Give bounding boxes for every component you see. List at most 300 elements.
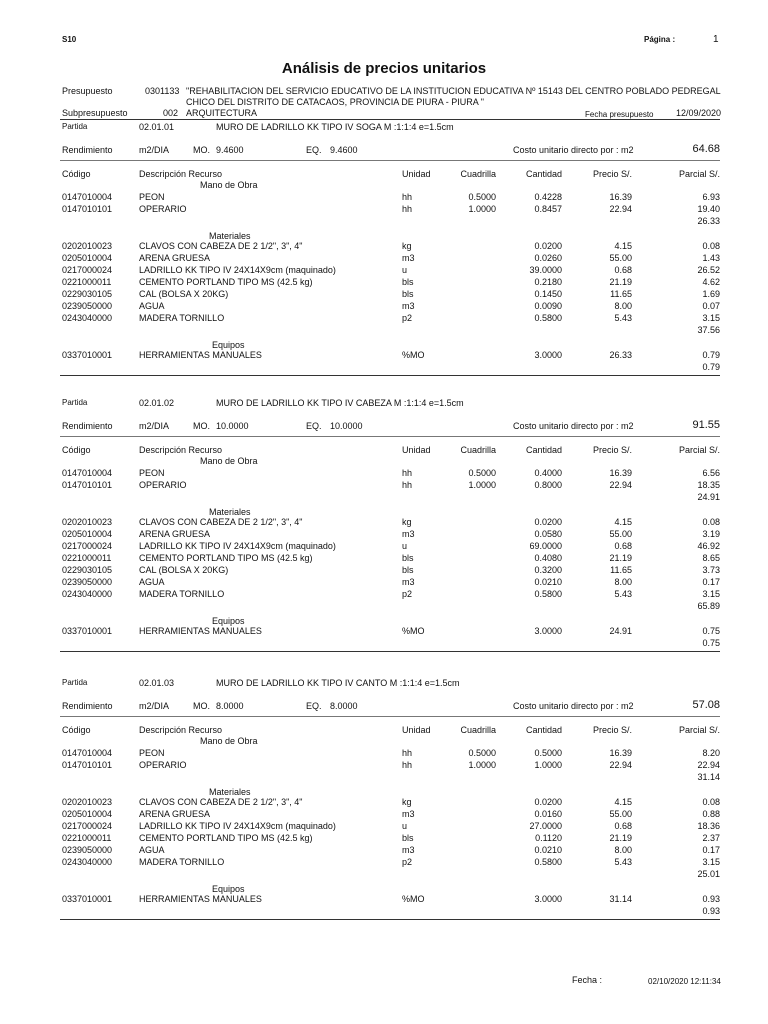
resource-code: 0221000011 (62, 553, 112, 563)
header-cantidad: Cantidad (525, 445, 562, 455)
mo-label: MO. (193, 701, 210, 711)
group-materiales: Materiales (209, 507, 251, 517)
resource-desc: HERRAMIENTAS MANUALES (139, 350, 262, 360)
eq-value: 10.0000 (330, 421, 363, 431)
resource-parcial: 3.15 (702, 313, 720, 323)
header-cuadrilla: Cuadrilla (460, 169, 496, 179)
mano-de-obra-total-value: 31.14 (697, 772, 720, 782)
presupuesto-desc-line2: CHICO DEL DISTRITO DE CATACAOS, PROVINCIA DE PIURA - PIURA " (186, 97, 484, 107)
header-precio: Precio S/. (592, 445, 632, 455)
resource-parcial: 3.15 (702, 857, 720, 867)
eq-value: 9.4600 (330, 145, 358, 155)
resource-precio: 5.43 (614, 313, 632, 323)
costo-unitario-value: 91.55 (692, 419, 720, 431)
resource-unit: kg (402, 241, 412, 251)
eq-label: EQ. (306, 421, 322, 431)
resource-row (0, 553, 768, 565)
resource-precio: 5.43 (614, 589, 632, 599)
partida-desc: MURO DE LADRILLO KK TIPO IV CANTO M :1:1:4 e=1.5cm (216, 678, 460, 688)
partida-end-divider (60, 375, 720, 376)
resource-desc: MADERA TORNILLO (139, 589, 225, 599)
fecha-presupuesto-label: Fecha presupuesto (585, 110, 654, 119)
resource-parcial: 0.08 (702, 517, 720, 527)
resource-precio: 0.68 (614, 821, 632, 831)
rendimiento-unit: m2/DIA (139, 701, 170, 711)
resource-cantidad: 0.4080 (534, 553, 562, 563)
resource-unit: bls (402, 277, 414, 287)
resource-precio: 31.14 (609, 894, 632, 904)
header-unidad: Unidad (402, 445, 431, 455)
resource-cantidad: 0.5800 (534, 313, 562, 323)
equipos-total-value: 0.75 (702, 638, 720, 648)
mo-value: 9.4600 (216, 145, 244, 155)
group-equipos: Equipos (212, 616, 245, 626)
resource-code: 0205010004 (62, 253, 113, 263)
resource-unit: p2 (402, 589, 413, 599)
resource-unit: bls (402, 289, 414, 299)
resource-unit: m3 (402, 577, 415, 587)
resource-code: 0202010023 (62, 241, 113, 251)
resource-desc: AGUA (139, 577, 165, 587)
resource-code: 0205010004 (62, 809, 113, 819)
mano-de-obra-total-value: 26.33 (697, 216, 720, 226)
resource-desc: ARENA GRUESA (139, 253, 211, 263)
partida-code: 02.01.03 (139, 678, 175, 688)
resource-parcial: 0.08 (702, 797, 720, 807)
table-header (0, 169, 768, 181)
resource-unit: bls (402, 553, 414, 563)
resource-precio: 21.19 (609, 833, 632, 843)
group-materiales: Materiales (209, 787, 251, 797)
resource-precio: 8.00 (614, 301, 632, 311)
resource-unit: m3 (402, 301, 415, 311)
rendimiento-label: Rendimiento (62, 145, 113, 155)
resource-code: 0337010001 (62, 894, 113, 904)
resource-cantidad: 1.0000 (534, 760, 562, 770)
resource-unit: hh (402, 468, 413, 478)
resource-code: 0147010004 (62, 192, 113, 202)
resource-cuadrilla: 0.5000 (468, 192, 496, 202)
resource-code: 0243040000 (62, 589, 113, 599)
resource-code: 0243040000 (62, 313, 113, 323)
rendimiento-label: Rendimiento (62, 421, 113, 431)
resource-code: 0147010004 (62, 748, 113, 758)
resource-code: 0337010001 (62, 350, 113, 360)
resource-code: 0147010004 (62, 468, 113, 478)
resource-cantidad: 0.1120 (535, 833, 562, 843)
resource-unit: %MO (402, 894, 425, 904)
resource-row (0, 748, 768, 760)
resource-desc: PEON (139, 468, 165, 478)
resource-desc: CLAVOS CON CABEZA DE 2 1/2", 3", 4" (139, 797, 303, 807)
resource-cantidad: 0.0200 (534, 241, 562, 251)
section-divider (60, 716, 720, 717)
resource-row (0, 277, 768, 289)
resource-row (0, 626, 768, 638)
resource-parcial: 0.88 (702, 809, 720, 819)
resource-code: 0217000024 (62, 265, 113, 275)
mo-value: 10.0000 (216, 421, 249, 431)
resource-parcial: 0.17 (702, 845, 720, 855)
header-cuadrilla: Cuadrilla (460, 725, 496, 735)
resource-cantidad: 0.3200 (534, 565, 562, 575)
subpresupuesto-label: Subpresupuesto (62, 108, 128, 118)
resource-code: 0147010101 (62, 480, 113, 490)
header-codigo: Código (62, 725, 91, 735)
resource-row (0, 589, 768, 601)
resource-unit: hh (402, 204, 413, 214)
resource-desc: CEMENTO PORTLAND TIPO MS (42.5 kg) (139, 277, 313, 287)
resource-parcial: 0.07 (702, 301, 720, 311)
resource-parcial: 4.62 (702, 277, 720, 287)
fecha-presupuesto-value: 12/09/2020 (676, 108, 722, 118)
group-mano-de-obra: Mano de Obra (200, 180, 258, 190)
resource-parcial: 26.52 (697, 265, 720, 275)
page-number: 1 (713, 34, 719, 45)
materiales-total (0, 325, 768, 337)
resource-cantidad: 0.0580 (534, 529, 562, 539)
resource-unit: u (402, 821, 408, 831)
resource-desc: CEMENTO PORTLAND TIPO MS (42.5 kg) (139, 833, 313, 843)
partida-desc: MURO DE LADRILLO KK TIPO IV SOGA M :1:1:4 e=1.5cm (216, 122, 454, 132)
resource-cuadrilla: 0.5000 (468, 748, 496, 758)
resource-row (0, 192, 768, 204)
resource-code: 0205010004 (62, 529, 113, 539)
footer-fecha-value: 02/10/2020 12:11:34 (648, 977, 721, 986)
partida-end-divider (60, 919, 720, 920)
resource-precio: 0.68 (614, 265, 632, 275)
resource-cantidad: 0.4228 (534, 192, 562, 202)
resource-precio: 22.94 (609, 204, 632, 214)
resource-desc: LADRILLO KK TIPO IV 24X14X9cm (maquinado) (139, 265, 336, 275)
eq-label: EQ. (306, 701, 322, 711)
materiales-total-value: 25.01 (697, 869, 720, 879)
group-mano-de-obra: Mano de Obra (200, 456, 258, 466)
resource-row (0, 517, 768, 529)
mano-de-obra-total (0, 772, 768, 784)
costo-unitario-label: Costo unitario directo por : m2 (513, 145, 634, 155)
resource-precio: 4.15 (614, 797, 632, 807)
resource-desc: LADRILLO KK TIPO IV 24X14X9cm (maquinado) (139, 541, 336, 551)
mo-value: 8.0000 (216, 701, 244, 711)
resource-unit: p2 (402, 857, 413, 867)
resource-cantidad: 0.5800 (534, 857, 562, 867)
partida-label: Partida (62, 122, 88, 131)
resource-row (0, 541, 768, 553)
resource-precio: 22.94 (609, 760, 632, 770)
resource-cantidad: 0.4000 (534, 468, 562, 478)
resource-code: 0221000011 (62, 833, 112, 843)
resource-unit: bls (402, 565, 414, 575)
resource-cantidad: 0.1450 (534, 289, 562, 299)
header-descripcion: Descripción Recurso (139, 445, 223, 455)
resource-precio: 8.00 (614, 845, 632, 855)
report-code: S10 (62, 35, 77, 44)
table-header (0, 445, 768, 457)
resource-row (0, 301, 768, 313)
resource-cantidad: 0.0210 (534, 577, 562, 587)
resource-precio: 16.39 (609, 468, 632, 478)
resource-row (0, 289, 768, 301)
subpresupuesto-code: 002 (163, 108, 179, 118)
resource-precio: 11.65 (610, 289, 632, 299)
resource-row (0, 894, 768, 906)
resource-code: 0239050000 (62, 301, 113, 311)
resource-unit: hh (402, 760, 413, 770)
resource-parcial: 3.15 (702, 589, 720, 599)
resource-parcial: 22.94 (697, 760, 720, 770)
resource-unit: m3 (402, 845, 415, 855)
resource-cantidad: 0.5800 (534, 589, 562, 599)
resource-code: 0147010101 (62, 760, 113, 770)
resource-desc: AGUA (139, 845, 165, 855)
section-divider (60, 160, 720, 161)
partida-code: 02.01.02 (139, 398, 175, 408)
resource-desc: CLAVOS CON CABEZA DE 2 1/2", 3", 4" (139, 517, 303, 527)
resource-unit: %MO (402, 626, 425, 636)
mano-de-obra-total-value: 24.91 (697, 492, 720, 502)
resource-cuadrilla: 1.0000 (468, 480, 496, 490)
resource-row (0, 265, 768, 277)
eq-label: EQ. (306, 145, 322, 155)
costo-unitario-label: Costo unitario directo por : m2 (513, 421, 634, 431)
materiales-total (0, 601, 768, 613)
resource-cantidad: 0.8457 (534, 204, 562, 214)
partida-end-divider (60, 651, 720, 652)
resource-row (0, 565, 768, 577)
resource-code: 0337010001 (62, 626, 113, 636)
resource-parcial: 46.92 (697, 541, 720, 551)
resource-parcial: 0.93 (702, 894, 720, 904)
resource-precio: 5.43 (614, 857, 632, 867)
materiales-total (0, 869, 768, 881)
resource-parcial: 0.75 (702, 626, 720, 636)
resource-precio: 8.00 (614, 577, 632, 587)
resource-precio: 24.91 (609, 626, 632, 636)
table-header (0, 725, 768, 737)
equipos-total-value: 0.93 (702, 906, 720, 916)
resource-desc: HERRAMIENTAS MANUALES (139, 626, 262, 636)
costo-unitario-value: 64.68 (692, 143, 720, 155)
resource-code: 0221000011 (62, 277, 112, 287)
resource-row (0, 845, 768, 857)
resource-parcial: 6.93 (702, 192, 720, 202)
resource-desc: HERRAMIENTAS MANUALES (139, 894, 262, 904)
header-unidad: Unidad (402, 725, 431, 735)
resource-parcial: 8.20 (702, 748, 720, 758)
resource-unit: kg (402, 517, 412, 527)
costo-unitario-value: 57.08 (692, 699, 720, 711)
resource-parcial: 1.43 (702, 253, 720, 263)
resource-precio: 26.33 (609, 350, 632, 360)
resource-cantidad: 0.0200 (534, 517, 562, 527)
resource-cantidad: 3.0000 (534, 894, 562, 904)
group-equipos: Equipos (212, 340, 245, 350)
resource-parcial: 1.69 (702, 289, 720, 299)
header-unidad: Unidad (402, 169, 431, 179)
resource-cuadrilla: 1.0000 (468, 760, 496, 770)
mano-de-obra-total (0, 216, 768, 228)
resource-unit: %MO (402, 350, 425, 360)
resource-row (0, 833, 768, 845)
rendimiento-unit: m2/DIA (139, 421, 170, 431)
partida-label: Partida (62, 678, 88, 687)
group-materiales: Materiales (209, 231, 251, 241)
header-cuadrilla: Cuadrilla (460, 445, 496, 455)
header-descripcion: Descripción Recurso (139, 169, 223, 179)
eq-value: 8.0000 (330, 701, 358, 711)
resource-precio: 55.00 (609, 529, 632, 539)
resource-parcial: 3.73 (702, 565, 720, 575)
resource-cantidad: 0.5000 (534, 748, 562, 758)
resource-desc: CLAVOS CON CABEZA DE 2 1/2", 3", 4" (139, 241, 303, 251)
resource-cantidad: 0.0200 (534, 797, 562, 807)
resource-code: 0202010023 (62, 517, 113, 527)
resource-row (0, 468, 768, 480)
resource-unit: bls (402, 833, 414, 843)
rendimiento-label: Rendimiento (62, 701, 113, 711)
resource-row (0, 204, 768, 216)
resource-desc: CAL (BOLSA X 20KG) (139, 289, 229, 299)
resource-parcial: 0.79 (702, 350, 720, 360)
partida-desc: MURO DE LADRILLO KK TIPO IV CABEZA M :1:1:4 e=1.5cm (216, 398, 464, 408)
resource-desc: ARENA GRUESA (139, 809, 211, 819)
resource-desc: MADERA TORNILLO (139, 313, 225, 323)
rendimiento-unit: m2/DIA (139, 145, 170, 155)
section-divider (60, 436, 720, 437)
resource-row (0, 529, 768, 541)
resource-cuadrilla: 1.0000 (468, 204, 496, 214)
equipos-total (0, 638, 768, 650)
equipos-total (0, 362, 768, 374)
resource-precio: 0.68 (614, 541, 632, 551)
resource-cantidad: 0.0260 (534, 253, 562, 263)
resource-code: 0239050000 (62, 845, 113, 855)
resource-code: 0217000024 (62, 541, 113, 551)
resource-parcial: 19.40 (697, 204, 720, 214)
resource-precio: 4.15 (614, 517, 632, 527)
resource-row (0, 350, 768, 362)
resource-desc: PEON (139, 192, 165, 202)
resource-row (0, 480, 768, 492)
header-parcial: Parcial S/. (678, 169, 720, 179)
header-codigo: Código (62, 169, 91, 179)
presupuesto-code: 0301133 (145, 86, 180, 96)
materiales-total-value: 65.89 (697, 601, 720, 611)
header-parcial: Parcial S/. (678, 445, 720, 455)
resource-unit: hh (402, 480, 413, 490)
header-precio: Precio S/. (592, 169, 632, 179)
resource-row (0, 821, 768, 833)
resource-desc: OPERARIO (139, 204, 187, 214)
mo-label: MO. (193, 145, 210, 155)
resource-parcial: 18.35 (697, 480, 720, 490)
resource-precio: 22.94 (609, 480, 632, 490)
resource-parcial: 3.19 (702, 529, 720, 539)
resource-unit: m3 (402, 529, 415, 539)
resource-row (0, 760, 768, 772)
resource-cantidad: 0.0090 (534, 301, 562, 311)
resource-row (0, 313, 768, 325)
resource-desc: OPERARIO (139, 760, 187, 770)
resource-code: 0243040000 (62, 857, 113, 867)
resource-cantidad: 0.8000 (534, 480, 562, 490)
resource-unit: hh (402, 748, 413, 758)
equipos-total (0, 906, 768, 918)
resource-code: 0217000024 (62, 821, 113, 831)
materiales-total-value: 37.56 (697, 325, 720, 335)
header-codigo: Código (62, 445, 91, 455)
resource-unit: p2 (402, 313, 413, 323)
resource-unit: kg (402, 797, 412, 807)
resource-precio: 55.00 (609, 809, 632, 819)
resource-row (0, 797, 768, 809)
resource-desc: CAL (BOLSA X 20KG) (139, 565, 229, 575)
page-label: Página : (644, 35, 676, 44)
group-mano-de-obra: Mano de Obra (200, 736, 258, 746)
resource-row (0, 577, 768, 589)
resource-unit: hh (402, 192, 413, 202)
resource-code: 0147010101 (62, 204, 113, 214)
resource-precio: 4.15 (614, 241, 632, 251)
resource-cantidad: 0.0210 (534, 845, 562, 855)
resource-parcial: 18.36 (697, 821, 720, 831)
header-descripcion: Descripción Recurso (139, 725, 223, 735)
header-parcial: Parcial S/. (678, 725, 720, 735)
resource-desc: LADRILLO KK TIPO IV 24X14X9cm (maquinado) (139, 821, 336, 831)
resource-parcial: 2.37 (702, 833, 720, 843)
resource-cantidad: 0.2180 (534, 277, 562, 287)
resource-row (0, 809, 768, 821)
page-title: Análisis de precios unitarios (281, 60, 487, 77)
resource-desc: CEMENTO PORTLAND TIPO MS (42.5 kg) (139, 553, 313, 563)
resource-cantidad: 27.0000 (529, 821, 562, 831)
resource-parcial: 0.08 (702, 241, 720, 251)
resource-cantidad: 3.0000 (534, 350, 562, 360)
presupuesto-label: Presupuesto (62, 86, 113, 96)
resource-code: 0229030105 (62, 289, 113, 299)
resource-code: 0202010023 (62, 797, 113, 807)
resource-cantidad: 69.0000 (529, 541, 562, 551)
resource-cantidad: 3.0000 (534, 626, 562, 636)
partida-code: 02.01.01 (139, 122, 175, 132)
costo-unitario-label: Costo unitario directo por : m2 (513, 701, 634, 711)
group-equipos: Equipos (212, 884, 245, 894)
mo-label: MO. (193, 421, 210, 431)
resource-code: 0229030105 (62, 565, 113, 575)
resource-unit: m3 (402, 809, 415, 819)
resource-row (0, 241, 768, 253)
equipos-total-value: 0.79 (702, 362, 720, 372)
subpresupuesto-desc: ARQUITECTURA (186, 108, 258, 118)
resource-cantidad: 39.0000 (529, 265, 562, 275)
mano-de-obra-total (0, 492, 768, 504)
resource-precio: 21.19 (609, 277, 632, 287)
resource-code: 0239050000 (62, 577, 113, 587)
resource-unit: u (402, 265, 408, 275)
resource-precio: 16.39 (609, 192, 632, 202)
resource-parcial: 0.17 (702, 577, 720, 587)
resource-precio: 21.19 (609, 553, 632, 563)
resource-parcial: 6.56 (702, 468, 720, 478)
header-cantidad: Cantidad (525, 725, 562, 735)
resource-desc: ARENA GRUESA (139, 529, 211, 539)
footer-fecha-label: Fecha : (572, 975, 603, 985)
resource-row (0, 253, 768, 265)
resource-unit: m3 (402, 253, 415, 263)
resource-precio: 11.65 (610, 565, 632, 575)
resource-parcial: 8.65 (702, 553, 720, 563)
